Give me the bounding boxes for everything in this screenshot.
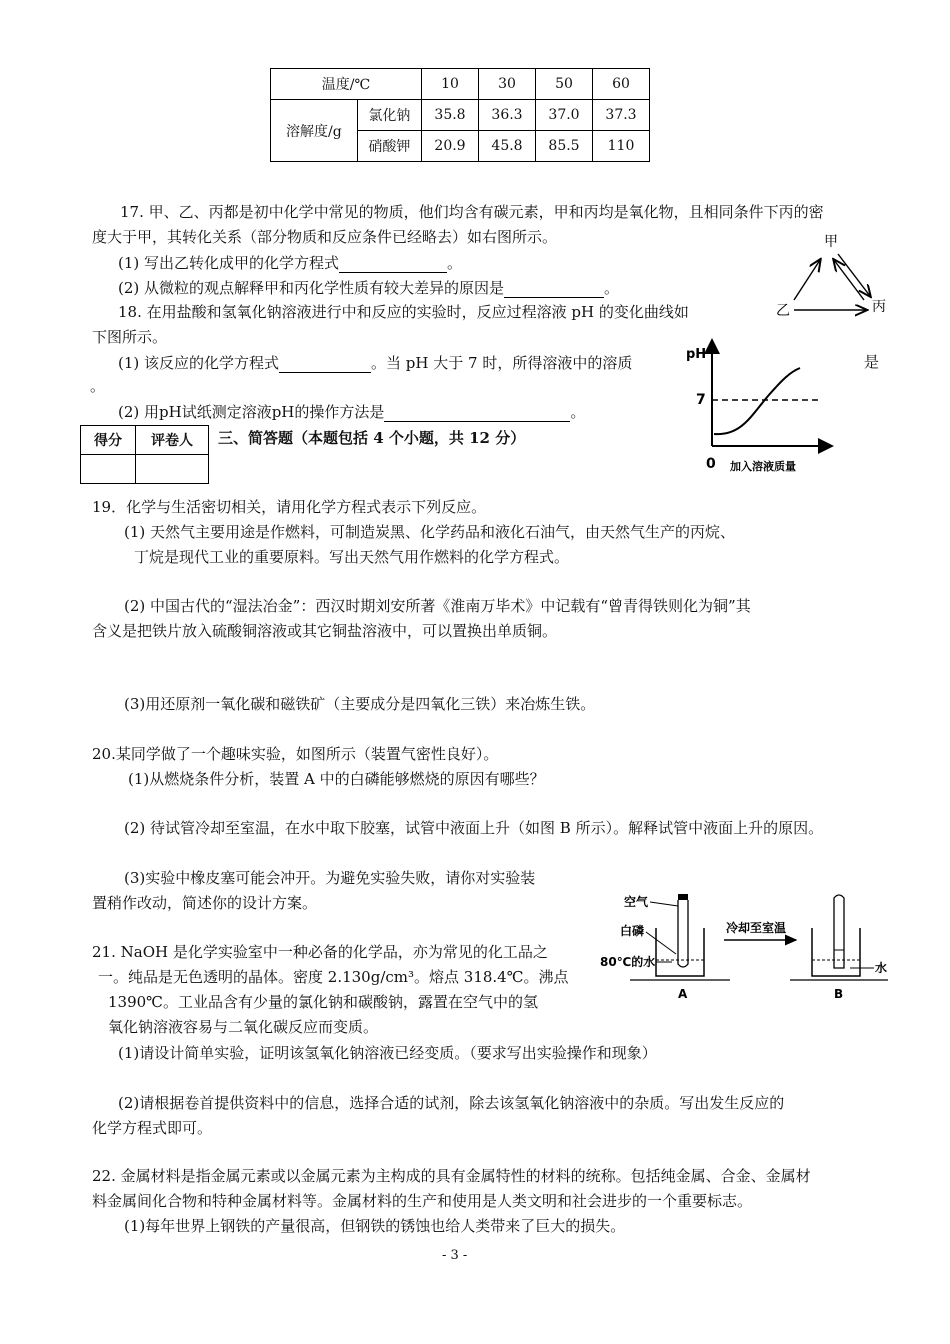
q17-conversion-diagram [772,228,892,328]
ph-7-label: 7 [696,392,706,408]
answer-blank [504,277,604,298]
beaker-b [812,928,860,976]
q19-part-1b: 丁烷是现代工业的重要原料。写出天然气用作燃料的化学方程式。 [134,548,570,566]
table-cell: 氯化钠 [357,100,421,131]
q20-intro: 20.某同学做了一个趣味实验，如图所示（装置气密性良好）。 [92,745,499,763]
q19-part-2b: 含义是把铁片放入硫酸铜溶液或其它铜盐溶液中，可以置换出单质铜。 [92,622,558,640]
water-label: 水 [875,961,888,975]
beaker-a [656,928,704,976]
q20-part-3b: 置稍作改动，简述你的设计方案。 [92,894,318,912]
x-axis-label: 加入溶液质量 [730,460,796,473]
q18-part-1-tail: 。 [90,377,106,395]
question-text: (1) 该反应的化学方程式 [118,354,280,372]
score-box [80,425,209,484]
q20-apparatus-figure [590,888,890,1006]
ph-curve [714,368,800,434]
q19-part-2a: (2) 中国古代的“湿法冶金”：西汉时期刘安所著《淮南万毕术》中记载有“曾青得铁则化为铜”其 [124,597,751,615]
table-cell: 50 [536,69,593,100]
q18-part-1-end: 是 [864,353,880,371]
q22-line-2: 料金属间化合物和特种金属材料等。金属材料的生产和使用是人类文明和社会进步的一个重要标志。 [92,1192,753,1210]
q21-part-2b: 化学方程式即可。 [92,1119,213,1137]
q22-part-1: (1)每年世界上钢铁的产量很高，但钢铁的锈蚀也给人类带来了巨大的损失。 [124,1217,626,1235]
arrow-yi-to-jia [794,260,820,300]
q20-part-1: (1)从燃烧条件分析，装置 A 中的白磷能够燃烧的原因有哪些？ [128,770,545,788]
q18-part-1 [118,352,632,373]
table-cell: 37.0 [536,100,593,131]
answer-blank [279,352,371,373]
q21-part-1: (1)请设计简单实验，证明该氢氧化钠溶液已经变质。（要求写出实验操作和现象） [118,1044,657,1062]
table-row [271,100,650,131]
table-cell: 110 [593,131,650,162]
question-text: 。当 pH 大于 7 时，所得溶液中的溶质 [371,354,633,372]
q17-part-2 [118,277,619,298]
arrow-jia-to-bing [838,254,870,296]
q19-part-3: (3)用还原剂一氧化碳和磁铁矿（主要成分是四氧化三铁）来冶炼生铁。 [124,695,596,713]
question-text: (1) 写出乙转化成甲的化学方程式 [118,254,340,272]
temperature-header: 温度/℃ [271,69,422,100]
air-label: 空气 [624,895,649,909]
table-cell: 60 [593,69,650,100]
q18-part-2 [118,401,585,422]
q17-intro-1: 17. 甲、乙、丙都是初中化学中常见的物质，他们均含有碳元素，甲和丙均是氧化物，且相同条件下丙的密 [120,203,824,221]
q19-intro: 19．化学与生活密切相关，请用化学方程式表示下列反应。 [92,498,487,516]
solubility-label: 溶解度/g [271,100,358,162]
label-a: A [678,987,688,1001]
hot-water-label: 80℃的水 [600,955,656,969]
punctuation: 。 [447,254,463,272]
table-cell: 硝酸钾 [357,131,421,162]
q22-line-1: 22. 金属材料是指金属元素或以金属元素为主构成的具有金属特性的材料的统称。包括纯金属、合金、金属材 [92,1167,811,1185]
solubility-table [270,68,650,162]
reviewer-label: 评卷人 [136,426,209,455]
question-text: (2) 用pH试纸测定溶液pH的操作方法是 [118,403,385,421]
page-number: - 3 - [442,1248,468,1263]
table-cell: 10 [422,69,479,100]
question-text: (2) 从微粒的观点解释甲和丙化学性质有较大差异的原因是 [118,279,505,297]
table-row [271,69,650,100]
label-b: B [834,987,844,1001]
table-cell: 20.9 [422,131,479,162]
answer-blank [339,252,447,273]
table-cell: 45.8 [479,131,536,162]
score-label: 得分 [81,426,136,455]
q18-intro-2: 下图所示。 [92,328,168,346]
white-phosphorus-label: 白磷 [620,924,645,938]
ph-curve-graph [686,334,856,476]
punctuation: 。 [570,403,586,421]
q20-part-2: (2) 待试管冷却至室温，在水中取下胶塞，试管中液面上升（如图 B 所示）。解释试管中液面上升的原因。 [124,819,824,837]
table-cell: 36.3 [479,100,536,131]
cool-label: 冷却至室温 [726,921,787,935]
score-cell [81,455,136,484]
test-tube-a [678,900,688,967]
node-yi: 乙 [776,303,790,319]
section-title: 三、简答题（本题包括 4 个小题，共 12 分） [218,429,526,447]
table-cell: 35.8 [422,100,479,131]
q20-part-3a: (3)实验中橡皮塞可能会冲开。为避免实验失败，请你对实验装 [124,869,536,887]
punctuation: 。 [604,279,620,297]
table-cell: 37.3 [593,100,650,131]
q21-line-4: 氧化钠溶液容易与二氧化碳反应而变质。 [108,1018,379,1036]
arrow-bing-to-jia [834,260,864,300]
y-axis-label: pH [686,347,707,362]
q17-part-1 [118,252,462,273]
q21-line-1: 21. NaOH 是化学实验室中一种必备的化学品，亦为常见的化工品之 [92,943,548,961]
q21-line-3: 1390℃。工业品含有少量的氯化钠和碳酸钠，露置在空气中的氢 [108,993,538,1011]
table-cell: 85.5 [536,131,593,162]
q19-part-1a: (1) 天然气主要用途是作燃料，可制造炭黑、化学药品和液化石油气，由天然气生产的丙烷、 [124,523,736,541]
test-tube-b [834,895,844,968]
origin-label: 0 [706,456,716,472]
q17-intro-2: 度大于甲，其转化关系（部分物质和反应条件已经略去）如右图所示。 [92,228,558,246]
table-cell: 30 [479,69,536,100]
node-jia: 甲 [824,234,838,250]
q21-line-2: 一。纯品是无色透明的晶体。密度 2.130g/cm³。熔点 318.4℃。沸点 [98,968,569,986]
answer-blank [384,401,570,422]
reviewer-cell [136,455,209,484]
node-bing: 丙 [872,299,886,315]
q18-intro-1: 18. 在用盐酸和氢氧化钠溶液进行中和反应的实验时，反应过程溶液 pH 的变化曲线如 [118,303,689,321]
q21-part-2a: (2)请根据卷首提供资料中的信息，选择合适的试剂，除去该氢氧化钠溶液中的杂质。写出发生反应的 [118,1094,785,1112]
